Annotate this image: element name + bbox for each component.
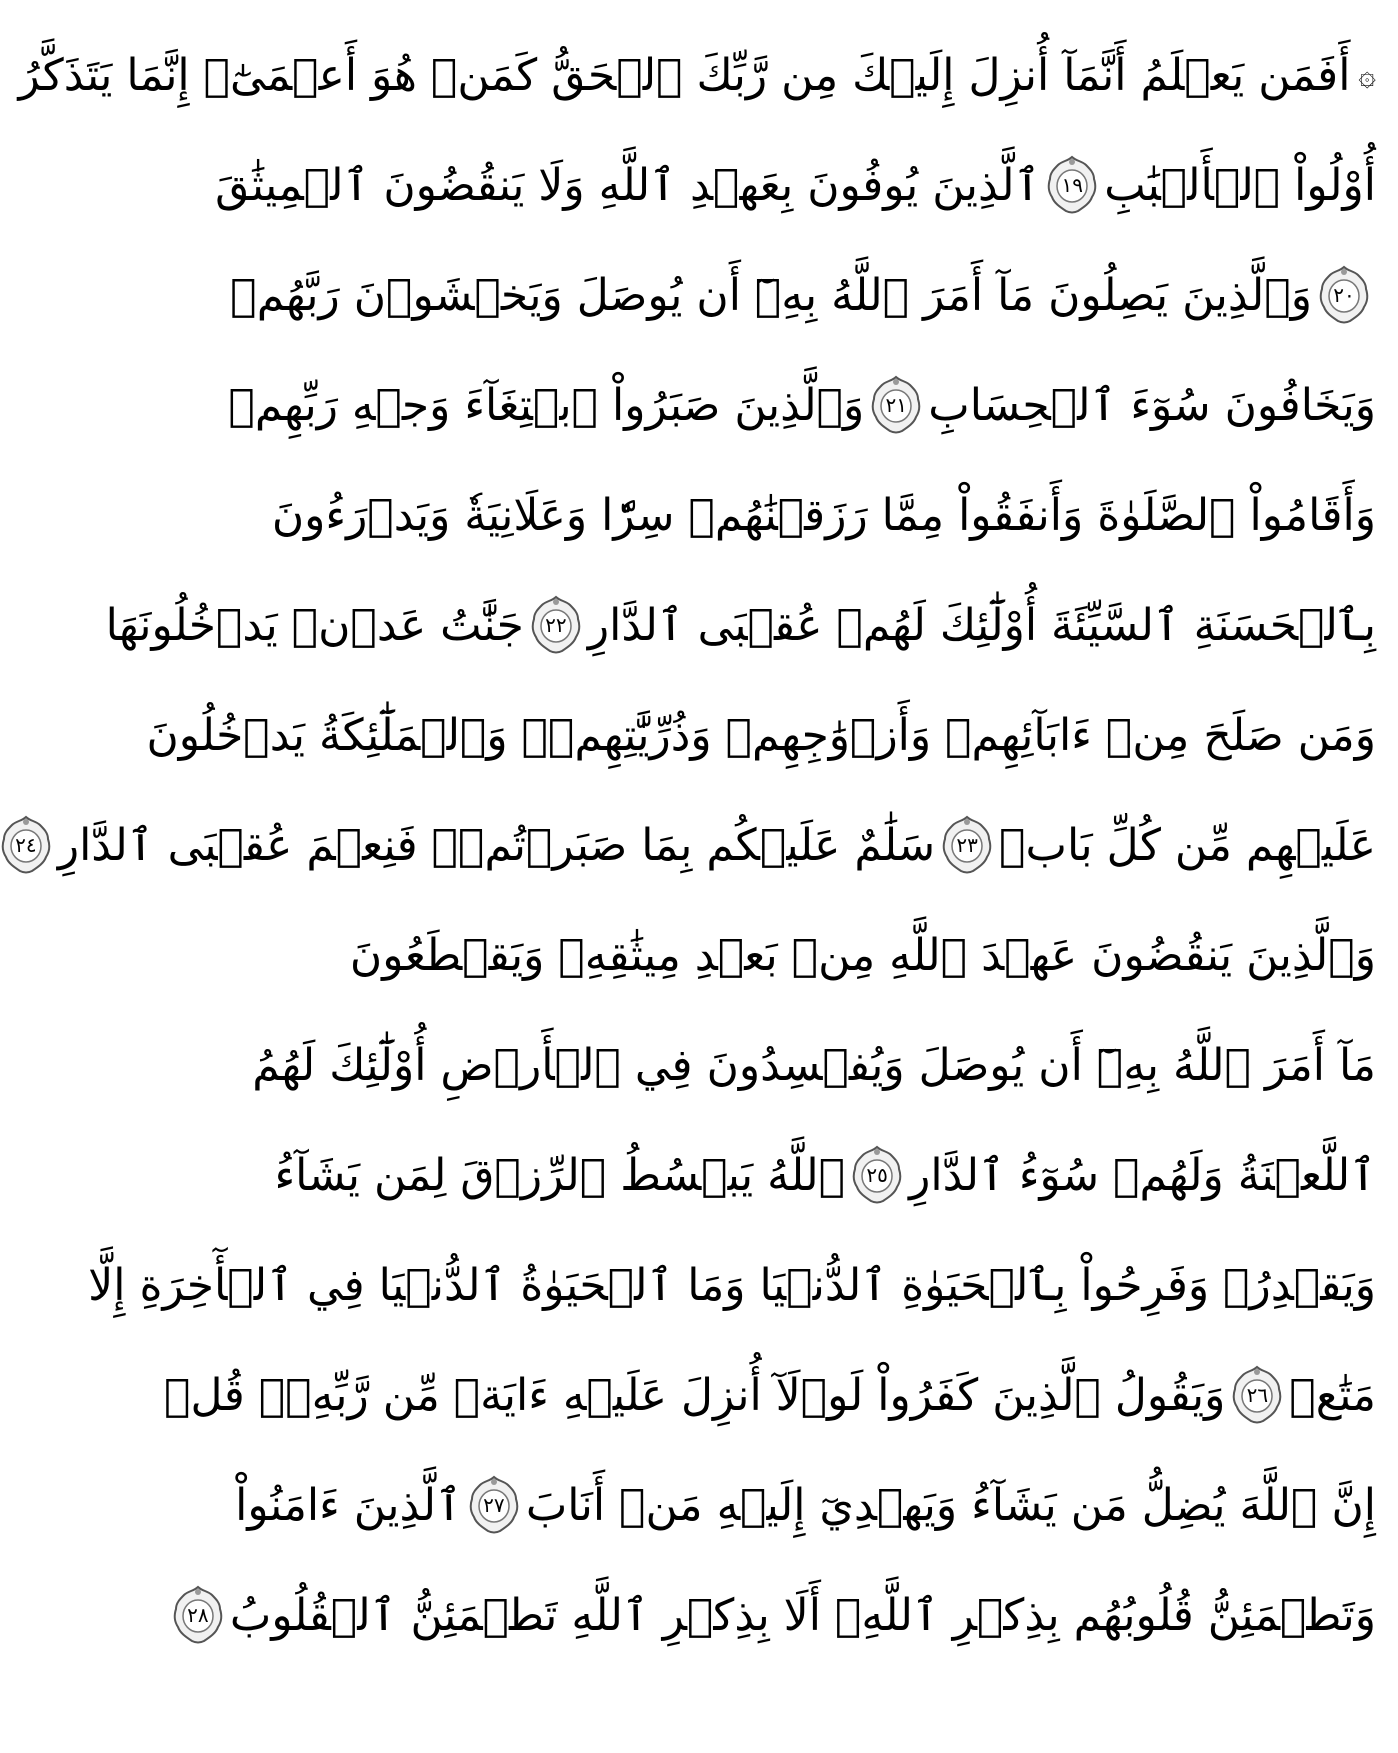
text-line bbox=[105, 570, 1376, 680]
ayah-number-marker bbox=[468, 1475, 520, 1535]
verse-text: ٱللَّهُ يَبۡسُطُ ٱلرِّزۡقَ لِمَن يَشَآءُ bbox=[274, 1149, 846, 1201]
ayah-number-marker bbox=[1046, 155, 1098, 215]
text-line bbox=[230, 240, 1376, 350]
text-line bbox=[349, 900, 1376, 1010]
verse-text: سَلَٰمٌ عَلَيۡكُم بِمَا صَبَرۡتُمۡۚ فَنِعۡمَ عُقۡبَى ٱلدَّارِ bbox=[57, 819, 936, 871]
text-line bbox=[88, 1230, 1376, 1340]
ayah-number: ٢٦ bbox=[1246, 1383, 1269, 1407]
verse-text: وَيَقُولُ ٱلَّذِينَ كَفَرُواْ لَوۡلَآ أُنزِلَ عَلَيۡهِ ءَايَةٞ مِّن رَّبِّهِۦۚ قُلۡ bbox=[164, 1369, 1226, 1421]
text-line bbox=[271, 460, 1376, 570]
ayah-number: ٢٥ bbox=[866, 1163, 888, 1187]
ayah-number: ٢٠ bbox=[1333, 283, 1355, 307]
verse-text: بِٱلۡحَسَنَةِ ٱلسَّيِّئَةَ أُوْلَٰٓئِكَ لَهُمۡ عُقۡبَى ٱلدَّارِ bbox=[587, 599, 1376, 651]
verse-text: أُوْلُواْ ٱلۡأَلۡبَٰبِ bbox=[1104, 159, 1376, 211]
ayah-number: ٢٨ bbox=[187, 1603, 209, 1627]
text-line bbox=[146, 680, 1376, 790]
ayah-number-marker bbox=[530, 595, 582, 655]
ayah-number: ٢١ bbox=[885, 393, 908, 417]
verse-text: ٱلَّذِينَ يُوفُونَ بِعَهۡدِ ٱللَّهِ وَلَا يَنقُضُونَ ٱلۡمِيثَٰقَ bbox=[215, 159, 1041, 211]
verse-text: إِنَّ ٱللَّهَ يُضِلُّ مَن يَشَآءُ وَيَهۡدِيٓ إِلَيۡهِ مَنۡ أَنَابَ bbox=[525, 1479, 1376, 1531]
verse-text: وَٱلَّذِينَ صَبَرُواْ ٱبۡتِغَآءَ وَجۡهِ رَبِّهِمۡ bbox=[228, 379, 865, 431]
ayah-number: ١٩ bbox=[1061, 173, 1084, 197]
verse-text: وَمَن صَلَحَ مِنۡ ءَابَآئِهِمۡ وَأَزۡوَٰجِهِمۡ وَذُرِّيَّٰتِهِمۡۖ وَٱلۡمَلَٰٓئِكَةُ يَدۡخُلُونَ bbox=[146, 709, 1376, 761]
verse-text: وَيَقۡدِرُۚ وَفَرِحُواْ بِٱلۡحَيَوٰةِ ٱلدُّنۡيَا وَمَا ٱلۡحَيَوٰةُ ٱلدُّنۡيَا فِي ٱلۡأٓخِرَةِ إِلَّا bbox=[88, 1259, 1376, 1311]
verse-text: مَتَٰعٞ bbox=[1289, 1369, 1376, 1421]
verse-text: أَفَمَن يَعۡلَمُ أَنَّمَآ أُنزِلَ إِلَيۡكَ مِن رَّبِّكَ ٱلۡحَقُّ كَمَنۡ هُوَ أَعۡمَىٰٓۚ إِنَّمَا يَتَذَكَّرُ bbox=[18, 49, 1351, 101]
verse-text: وَٱلَّذِينَ يَنقُضُونَ عَهۡدَ ٱللَّهِ مِنۢ بَعۡدِ مِيثَٰقِهِۦ وَيَقۡطَعُونَ bbox=[349, 929, 1376, 981]
verse-text: جَنَّٰتُ عَدۡنٖ يَدۡخُلُونَهَا bbox=[105, 599, 524, 651]
ayah-number: ٢٣ bbox=[956, 833, 978, 857]
verse-text: مَآ أَمَرَ ٱللَّهُ بِهِۦٓ أَن يُوصَلَ وَيُفۡسِدُونَ فِي ٱلۡأَرۡضِ أُوْلَٰٓئِكَ لَهُمُ bbox=[252, 1039, 1376, 1091]
ayah-number: ٢٢ bbox=[545, 613, 567, 637]
ayah-number-marker bbox=[1318, 265, 1370, 325]
ayah-number-marker bbox=[172, 1585, 224, 1645]
verse-text: ٱلَّذِينَ ءَامَنُواْ bbox=[235, 1479, 462, 1531]
ayah-number-marker bbox=[870, 375, 922, 435]
text-line bbox=[18, 20, 1376, 130]
text-line bbox=[252, 1010, 1376, 1120]
text-line bbox=[235, 1450, 1376, 1560]
text-line bbox=[215, 130, 1376, 240]
text-line bbox=[228, 350, 1376, 460]
verse-text: وَٱلَّذِينَ يَصِلُونَ مَآ أَمَرَ ٱللَّهُ بِهِۦٓ أَن يُوصَلَ وَيَخۡشَوۡنَ رَبَّهُمۡ bbox=[230, 269, 1312, 321]
mushaf-page bbox=[15, 0, 1398, 1753]
ayah-number-marker bbox=[941, 815, 993, 875]
ayah-number: ٢٧ bbox=[483, 1493, 505, 1517]
verse-text: وَأَقَامُواْ ٱلصَّلَوٰةَ وَأَنفَقُواْ مِمَّا رَزَقۡنَٰهُمۡ سِرّٗا وَعَلَانِيَةٗ وَيَدۡرَءُونَ bbox=[271, 489, 1376, 541]
verse-text: عَلَيۡهِم مِّن كُلِّ بَابٖ bbox=[999, 819, 1376, 871]
hizb-star-icon: ۞ bbox=[1358, 57, 1376, 93]
ayah-number-marker bbox=[1231, 1365, 1283, 1425]
verse-text: وَيَخَافُونَ سُوٓءَ ٱلۡحِسَابِ bbox=[928, 379, 1376, 431]
verse-text: وَتَطۡمَئِنُّ قُلُوبُهُم بِذِكۡرِ ٱللَّهِۗ أَلَا بِذِكۡرِ ٱللَّهِ تَطۡمَئِنُّ ٱلۡقُلُوبُ bbox=[229, 1589, 1376, 1641]
verse-text: ٱللَّعۡنَةُ وَلَهُمۡ سُوٓءُ ٱلدَّارِ bbox=[909, 1149, 1376, 1201]
text-line bbox=[164, 1340, 1376, 1450]
ayah-number: ٢٤ bbox=[15, 833, 37, 857]
text-line bbox=[274, 1120, 1376, 1230]
ayah-number-marker bbox=[851, 1145, 903, 1205]
text-line bbox=[15, 790, 1376, 900]
ayah-number-marker bbox=[0, 815, 52, 875]
text-line bbox=[187, 1560, 1376, 1670]
